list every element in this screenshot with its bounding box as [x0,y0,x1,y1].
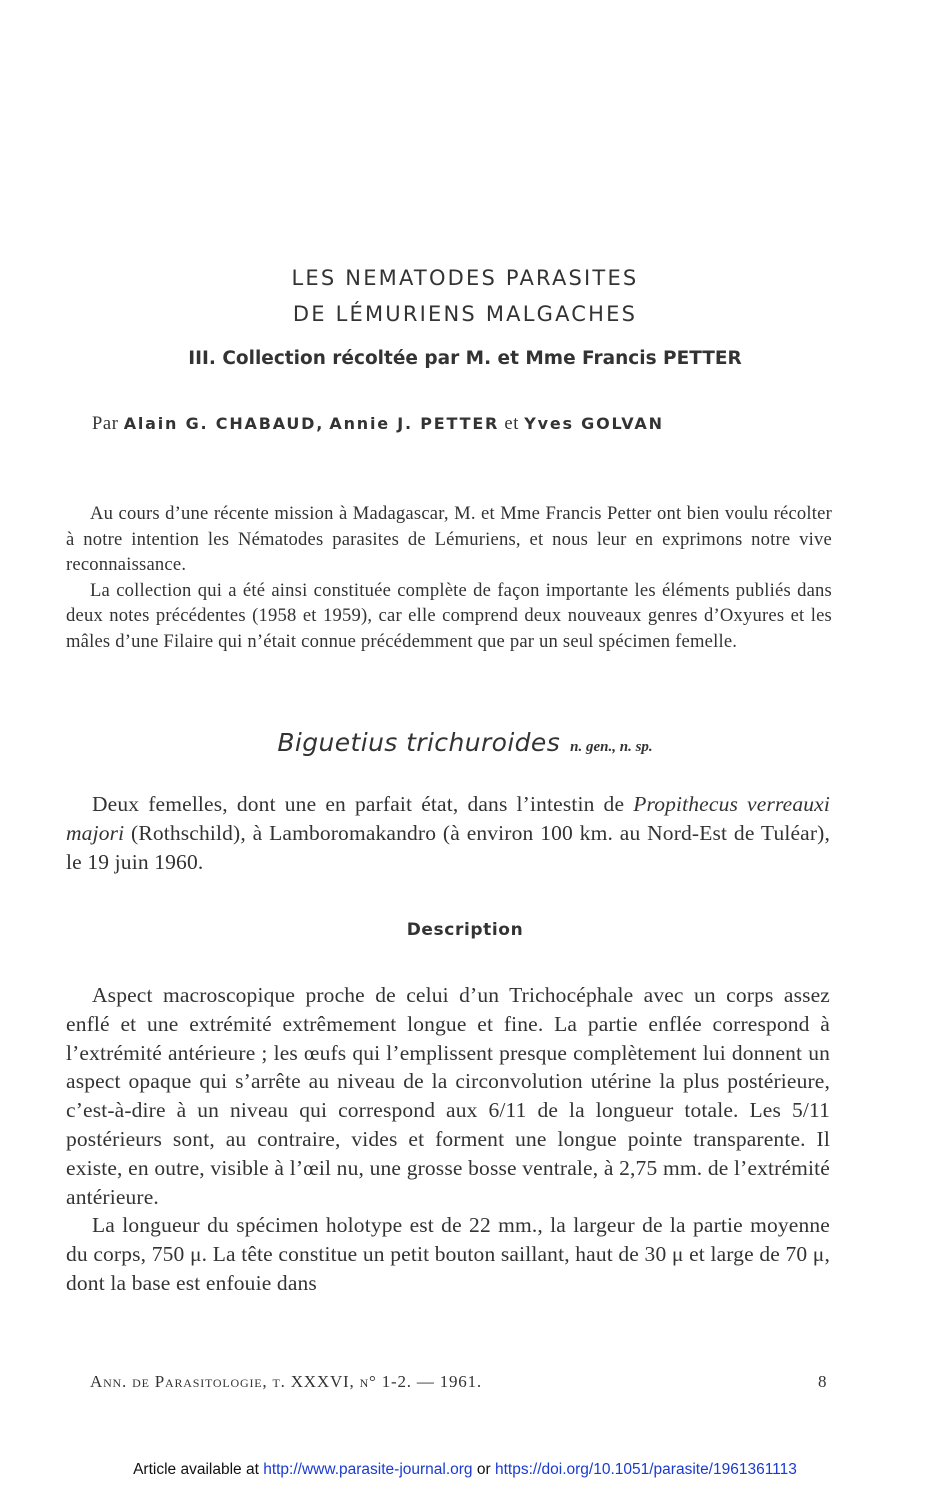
author-line [92,414,664,435]
journal-link[interactable]: http://www.parasite-journal.org [263,1461,473,1478]
article-title-line-2: DE LÉMURIENS MALGACHES [292,302,638,326]
page-number: 8 [818,1372,827,1391]
species-heading [0,728,930,757]
author-chabaud: Alain G. CHABAUD, [123,414,325,433]
species-tag: n. gen., n. sp. [570,739,653,755]
journal-citation: Ann. de Parasitologie, t. XXXVI, n° 1-2. — 1961. [90,1372,482,1391]
description-paragraph-2: La longueur du spécimen holotype est de 22 mm., la largeur de la partie moyenne du corps, 750 μ. La tête constitue un petit bouton saillant, haut de 30 μ et large de 70 μ, dont la base est enfouie dans [66,1213,830,1295]
material-section [66,790,830,876]
introduction [66,501,832,655]
material-text-end: (Rothschild), à Lamboromakandro (à environ 100 km. au Nord-Est de Tuléar), le 19 juin 1960. [66,820,830,874]
article-prefix: Article available at [133,1461,259,1478]
intro-paragraph-1: Au cours d’une récente mission à Madagascar, M. et Mme Francis Petter ont bien voulu récolter à notre intention les Nématodes parasites de Lémuriens, et nous leur en exprimons notre vive reconnaissance. [66,503,832,576]
intro-paragraph-2: La collection qui a été ainsi constituée complète de façon importante les éléments publiés dans deux notes précédentes (1958 et 1959), car elle comprend deux nouveaux genres d’Oxyures et les mâles d’une Filaire qui n’était connue précédemment que par un seul spécimen femelle. [66,579,832,652]
description-heading: Description [406,920,524,940]
material-text-start: Deux femelles, dont une en parfait état, dans l’intestin de [92,792,634,816]
author-golvan: Yves GOLVAN [524,414,664,433]
authors-joiner: et [504,414,519,434]
article-joiner: or [476,1461,491,1478]
authors-prefix: Par [92,414,119,434]
material-paragraph [66,790,830,876]
article-title-line-1: LES NEMATODES PARASITES [291,266,639,290]
article-subtitle: III. Collection récoltée par M. et Mme Francis PETTER [188,348,742,369]
author-petter: Annie J. PETTER [329,414,500,433]
description-body [66,981,830,1298]
article-availability [0,1461,930,1479]
host-name: Propithecus verreauxi majori [66,792,830,845]
species-name: Biguetius trichuroides [277,728,561,757]
doi-link[interactable]: https://doi.org/10.1051/parasite/1961361113 [494,1461,797,1478]
description-paragraph-1: Aspect macroscopique proche de celui d’un Trichocéphale avec un corps assez enflé et une extrémité extrêmement longue et fine. La partie enflée correspond à l’extrémité antérieure ; les œufs qui l’emplissent presque complètement lui donnent un aspect opaque qui s’arrête au niveau de la circonvolution utérine la plus postérieure, c’est-à-dire à un niveau qui correspond aux 6/11 de la longueur totale. Les 5/11 postérieurs sont, au contraire, vides et forment une longue pointe transparente. Il existe, en outre, visible à l’œil nu, une grosse bosse ventrale, à 2,75 mm. de l’extrémité antérieure. [66,983,830,1209]
